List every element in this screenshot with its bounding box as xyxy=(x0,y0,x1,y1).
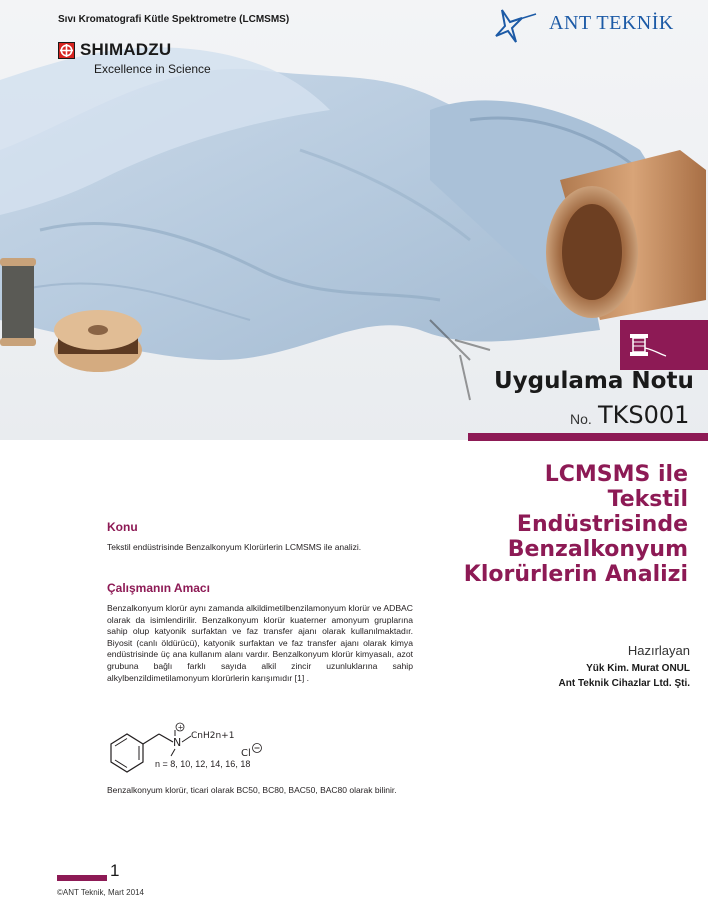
author-company: Ant Teknik Cihazlar Ltd. Şti. xyxy=(558,678,690,689)
shimadzu-tagline: Excellence in Science xyxy=(94,62,211,76)
title-line: Klorürlerin Analizi xyxy=(463,562,688,587)
note-number: TKS001 xyxy=(598,401,690,429)
title-line: LCMSMS ile xyxy=(544,462,688,487)
prepared-by xyxy=(390,643,690,689)
benzalkonium-structure xyxy=(103,716,273,788)
accent-bar xyxy=(468,433,708,441)
aim-text: Benzalkonyum klorür aynı zamanda alkildimetilbenzilamonyum klorür ve ADBAC olarak da isimlendirilir. Benzalkonyum klorür kuaterner amonyum gruplarına sahip olup katyonik surfaktan ve faz transfer ajanı olarak kullanılmaktadır. Biyosit (canlı öldürücü), katyonik surfaktan ve faz transfer ajanı olarak kimya endüstrisinde üç ana kullanım alanı vardır. Benzalkonyum klorür kimyasalı, azot grubuna bağlı farklı sayıda alkil zincir uzunluklarına sahip alkylbenzildimetilamonyum klorürlerin karışımıdır [1] . xyxy=(107,603,413,683)
chain-length-values: n = 8, 10, 12, 14, 16, 18 xyxy=(155,759,251,769)
footer-accent-bar xyxy=(57,875,107,881)
page-number: 1 xyxy=(110,861,120,880)
ant-teknik-wordmark: ANT TEKNİK xyxy=(549,12,674,34)
ant-star-icon xyxy=(492,6,548,46)
title-line: Endüstrisinde xyxy=(516,512,688,537)
shimadzu-logo xyxy=(58,40,211,76)
copyright: ©ANT Teknik, Mart 2014 xyxy=(57,888,144,897)
alkyl-chain-label: CnH2n+1 xyxy=(191,731,235,741)
author-name: Yük Kim. Murat ONUL xyxy=(586,663,690,674)
svg-text:N: N xyxy=(173,736,182,749)
note-number-label: No. xyxy=(570,411,592,427)
cover-photo xyxy=(0,0,708,440)
aim-heading: Çalışmanın Amacı xyxy=(107,581,210,595)
trade-names-text: Benzalkonyum klorür, ticari olarak BC50, BC80, BAC50, BAC80 olarak bilinir. xyxy=(107,785,397,795)
title-line: Benzalkonyum xyxy=(507,537,688,562)
note-type-title: Uygulama Notu xyxy=(494,368,694,394)
chloride-label: Cl xyxy=(241,748,251,759)
subject-text: Tekstil endüstrisinde Benzalkonyum Klorürlerin LCMSMS ile analizi. xyxy=(107,542,362,552)
shimadzu-wordmark: SHIMADZU xyxy=(80,40,172,59)
application-note-badge xyxy=(620,320,708,370)
thread-spool-icon xyxy=(620,320,708,370)
subject-heading: Konu xyxy=(107,520,138,534)
product-series-label: Sıvı Kromatografi Kütle Spektrometre (LCMSMS) xyxy=(58,14,290,25)
shimadzu-mark-icon xyxy=(58,42,75,59)
title-line: Tekstil xyxy=(607,487,688,512)
svg-text:+: + xyxy=(177,723,184,732)
prepared-by-label: Hazırlayan xyxy=(627,643,690,658)
